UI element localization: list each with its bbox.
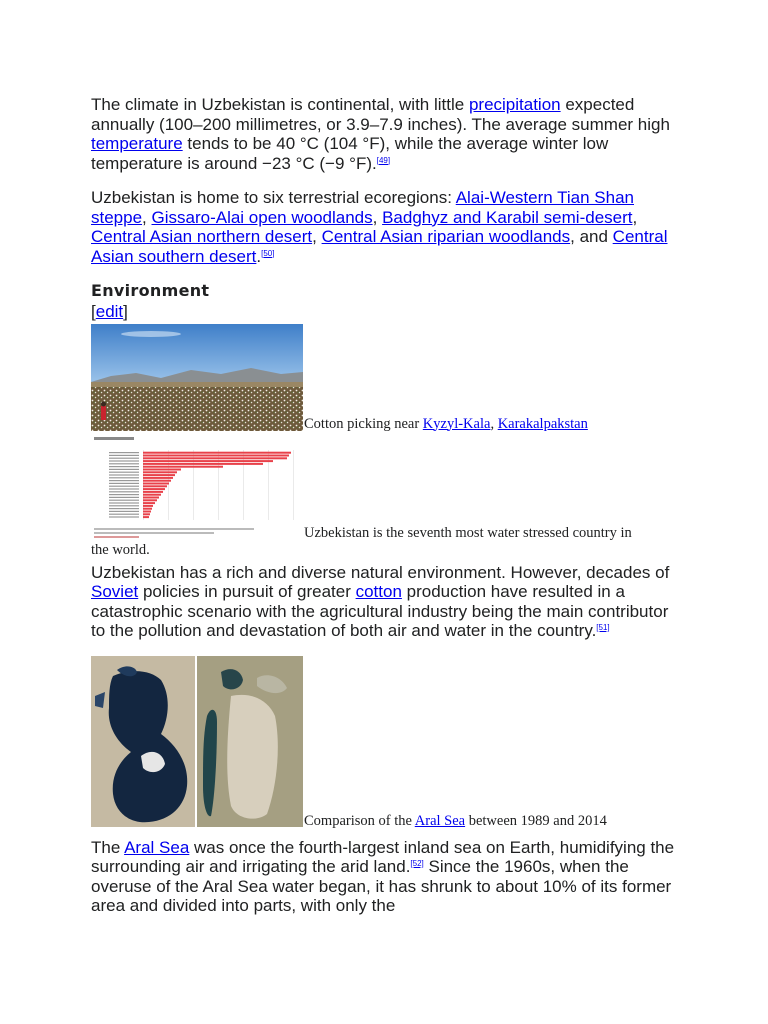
environment-paragraph-1 — [91, 563, 676, 641]
citation-50[interactable]: [50] — [261, 248, 275, 258]
citation-49[interactable]: [49] — [376, 155, 391, 165]
water-stress-chart-image[interactable] — [91, 434, 303, 541]
period: . — [256, 246, 262, 266]
figure-water-stress — [91, 434, 676, 557]
chart-bar — [143, 502, 155, 504]
chart-row-label — [109, 474, 139, 475]
env2-text-3: Since the 1960s, when the overuse of the Aral Sea water began, it has shrunk to about 10% of its former area and divided into parts, with only the — [91, 857, 672, 915]
caption-text: Cotton picking near — [304, 415, 423, 432]
link-cotton[interactable]: cotton — [355, 582, 402, 601]
bracket-open: [ — [91, 302, 96, 321]
figure-cotton-picking — [91, 324, 676, 434]
edit-section — [91, 302, 676, 322]
link-central-asian-northern-desert[interactable]: Central Asian northern desert — [91, 227, 313, 246]
cotton-picking-photo[interactable] — [91, 324, 303, 431]
chart-row-label — [109, 494, 139, 495]
chart-bar — [143, 504, 153, 506]
chart-row-label — [109, 460, 139, 461]
chart-bar — [143, 493, 161, 495]
figure-aral-sea-comparison — [91, 656, 676, 836]
separator: , — [312, 227, 322, 246]
separator: , and — [570, 227, 613, 246]
chart-bar — [143, 516, 149, 518]
ecoregions-paragraph — [91, 188, 676, 266]
chart-row-label — [109, 510, 139, 511]
chart-row-label — [109, 499, 139, 500]
chart-bar — [143, 451, 291, 453]
climate-paragraph — [91, 95, 676, 173]
chart-row-label — [109, 466, 139, 467]
chart-bar — [143, 457, 287, 459]
chart-legend-mark — [94, 536, 139, 538]
bracket-close: ] — [123, 302, 128, 321]
link-central-asian-southern-desert[interactable]: Central Asian southern desert — [91, 227, 668, 266]
link-gissaro-alai-open-woodlands[interactable]: Gissaro-Alai open woodlands — [151, 207, 373, 227]
chart-row-label — [109, 477, 139, 478]
chart-row-label — [109, 513, 139, 514]
chart-bar — [143, 474, 175, 476]
chart-row-label — [109, 508, 139, 509]
chart-gridline — [293, 450, 294, 520]
edit-link[interactable]: edit — [95, 302, 124, 321]
separator: , — [372, 207, 383, 227]
chart-bar — [143, 479, 171, 481]
env2-text-1: The — [91, 837, 125, 857]
link-temperature[interactable]: temperature — [91, 134, 183, 153]
ecoregions-text: Uzbekistan is home to six terrestrial ecoregions: — [91, 188, 456, 207]
chart-bar — [143, 490, 163, 492]
chart-bar — [143, 454, 289, 456]
env-text-3: production have resulted in a catastrophic scenario with the agricultural industry being the main contributor to the pollution and devastation of both air and water in the country. — [91, 582, 669, 640]
chart-bar — [143, 499, 157, 501]
chart-row-label — [109, 463, 139, 464]
climate-text-2: expected annually (100–200 millimetres, or 3.9–7.9 inches). The average summer high — [91, 95, 670, 134]
section-heading-environment: Environment — [91, 281, 210, 300]
link-aral-sea[interactable]: Aral Sea — [124, 837, 190, 857]
link-central-asian-riparian-woodlands[interactable]: Central Asian riparian woodlands — [321, 227, 571, 246]
link-precipitation[interactable]: precipitation — [468, 95, 561, 114]
chart-row-label — [109, 505, 139, 506]
chart-row-label — [109, 502, 139, 503]
chart-row-label — [109, 471, 139, 472]
chart-bar — [143, 488, 165, 490]
link-alai-western-tian-shan-steppe[interactable]: Alai-Western Tian Shan steppe — [91, 188, 634, 227]
chart-bar — [143, 468, 181, 470]
env-text-1: Uzbekistan has a rich and diverse natural environment. However, decades of — [91, 562, 670, 582]
link-karakalpakstan[interactable]: Karakalpakstan — [497, 415, 588, 432]
link-badghyz-karabil-semi-desert[interactable]: Badghyz and Karabil semi-desert — [382, 207, 633, 227]
chart-source-mark — [94, 528, 254, 530]
climate-text-3: tends to be 40 °C (104 °F), while the average winter low temperature is around −23 °C (−9 °F). — [91, 134, 609, 173]
chart-title-mark — [94, 437, 134, 440]
chart-row-label — [109, 480, 139, 481]
chart-bar — [143, 465, 223, 467]
chart-bar — [143, 510, 151, 512]
separator: , — [490, 415, 498, 432]
aral-sea-satellite-image[interactable] — [91, 656, 303, 827]
chart-row-label — [109, 454, 139, 455]
caption-water-stress-line1: Uzbekistan is the seventh most water stressed country in — [304, 524, 632, 541]
chart-source-mark — [94, 532, 214, 534]
link-aral-sea-caption[interactable]: Aral Sea — [414, 812, 466, 829]
link-soviet[interactable]: Soviet — [91, 582, 139, 601]
citation-51[interactable]: [51] — [596, 623, 610, 632]
separator: , — [142, 207, 152, 227]
env-text-2: policies in pursuit of greater — [138, 582, 356, 601]
chart-bar — [143, 513, 150, 515]
chart-row-label — [109, 482, 139, 483]
chart-row-label — [109, 485, 139, 486]
chart-bar — [143, 471, 177, 473]
chart-bar — [143, 482, 169, 484]
chart-bar — [143, 476, 173, 478]
chart-row-label — [109, 457, 139, 458]
chart-row-label — [109, 488, 139, 489]
chart-row-label — [109, 491, 139, 492]
chart-bar — [143, 485, 167, 487]
environment-paragraph-2 — [91, 838, 676, 916]
link-kyzyl-kala[interactable]: Kyzyl-Kala — [422, 415, 491, 432]
chart-bar — [143, 462, 263, 464]
caption-aral-sea — [304, 813, 607, 830]
chart-row-label — [109, 468, 139, 469]
chart-bar — [143, 507, 152, 509]
chart-row-label — [109, 516, 139, 517]
chart-row-label — [109, 452, 139, 453]
chart-bar — [143, 460, 273, 462]
caption-cotton-picking — [304, 416, 588, 433]
caption-water-stress-line2: the world. — [91, 541, 150, 558]
climate-text-1: The climate in Uzbekistan is continental, with little — [91, 95, 469, 114]
chart-row-label — [109, 496, 139, 497]
caption-end: between 1989 and 2014 — [465, 812, 607, 829]
caption-text: Comparison of the — [304, 812, 415, 829]
citation-52[interactable]: [52] — [410, 859, 424, 868]
env2-text-2: was once the fourth-largest inland sea on Earth, humidifying the surrounding air and irrigating the arid land. — [91, 837, 675, 876]
separator: , — [632, 207, 638, 227]
chart-bar — [143, 496, 159, 498]
